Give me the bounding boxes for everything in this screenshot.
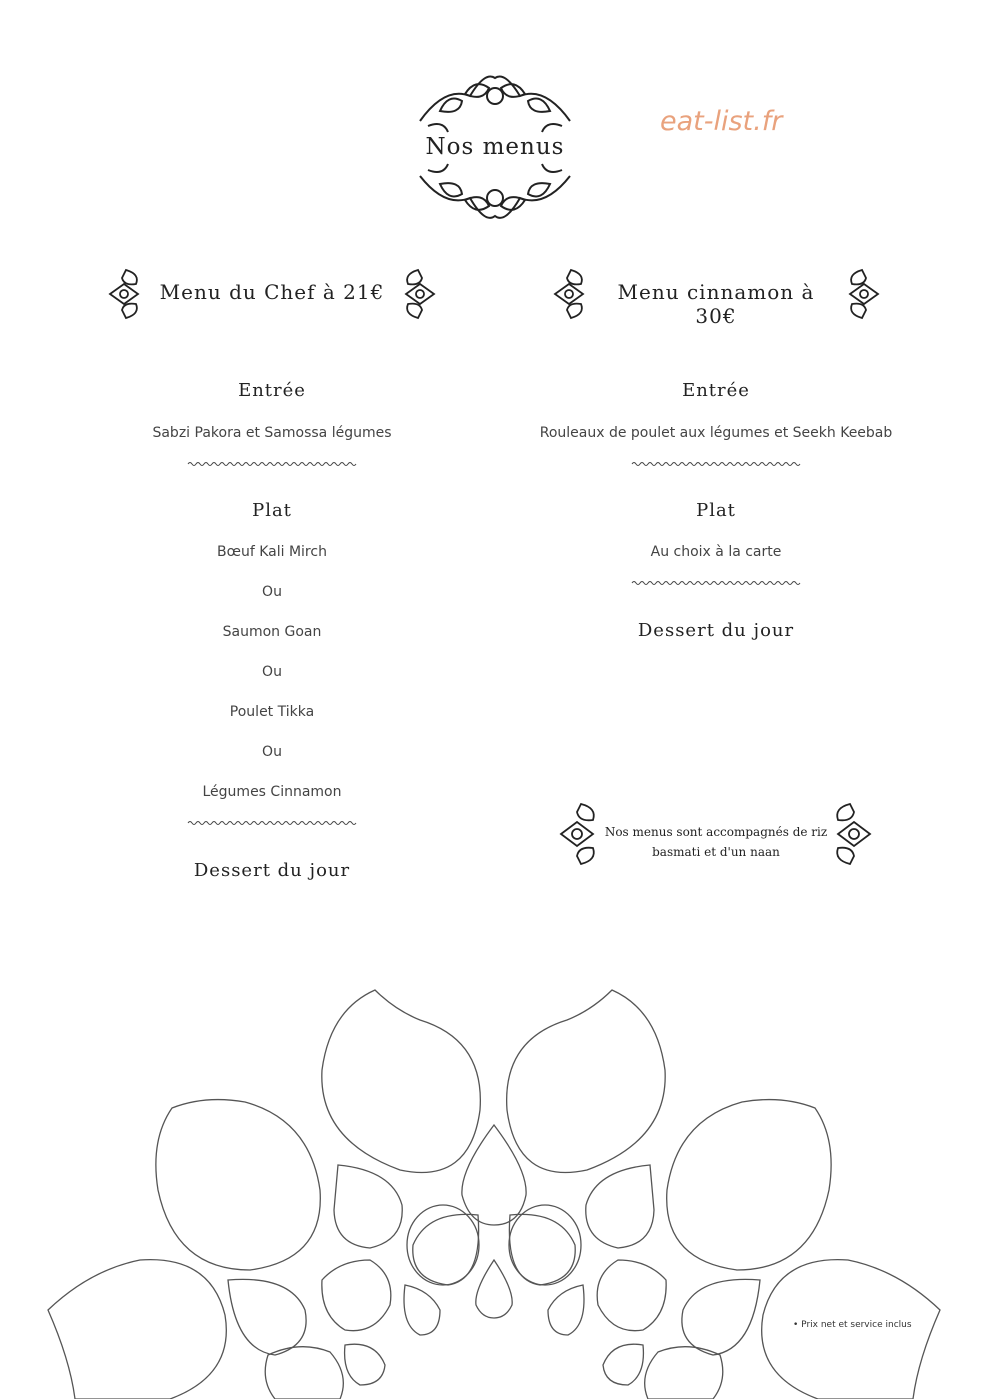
chef-plat-item: Légumes Cinnamon bbox=[202, 784, 342, 800]
chef-plat-heading: Plat bbox=[252, 500, 292, 521]
chef-plat-item: Bœuf Kali Mirch bbox=[217, 544, 327, 560]
chef-dessert-heading: Dessert du jour bbox=[193, 860, 351, 881]
chef-plat-or: Ou bbox=[262, 584, 282, 600]
chef-entree-heading: Entrée bbox=[238, 380, 306, 401]
chef-plat-item: Poulet Tikka bbox=[229, 704, 315, 720]
divider-chef-2 bbox=[188, 820, 356, 826]
cinnamon-entree-heading: Entrée bbox=[682, 380, 750, 401]
divider-cinnamon-2 bbox=[632, 580, 800, 586]
page-title: Nos menus bbox=[425, 134, 565, 160]
divider-chef-1 bbox=[188, 461, 356, 467]
footnote: • Prix net et service inclus bbox=[793, 1320, 912, 1330]
menu-note bbox=[604, 822, 828, 862]
cinnamon-plat-item: Au choix à la carte bbox=[650, 544, 782, 560]
divider-cinnamon-1 bbox=[632, 461, 800, 467]
cinnamon-plat-heading: Plat bbox=[696, 500, 736, 521]
menu-chef-title: Menu du Chef à 21€ bbox=[159, 280, 385, 304]
ornament-left-chef bbox=[106, 266, 146, 322]
chef-plat-or: Ou bbox=[262, 664, 282, 680]
cinnamon-dessert-heading: Dessert du jour bbox=[637, 620, 795, 641]
ornament-right-note bbox=[828, 800, 874, 868]
ornament-right-chef bbox=[398, 266, 438, 322]
mandala-illustration-bottom bbox=[0, 980, 989, 1399]
chef-entree-item: Sabzi Pakora et Samossa légumes bbox=[152, 425, 392, 441]
ornament-right-cinnamon bbox=[842, 266, 882, 322]
watermark-text: eat-list.fr bbox=[660, 106, 783, 137]
menu-note-line1: Nos menus sont accompagnés de riz bbox=[604, 825, 828, 839]
chef-plat-or: Ou bbox=[262, 744, 282, 760]
chef-plat-item: Saumon Goan bbox=[222, 624, 322, 640]
menu-cinnamon-title: Menu cinnamon à 30€ bbox=[617, 280, 815, 328]
ornament-left-cinnamon bbox=[551, 266, 591, 322]
ornament-left-note bbox=[557, 800, 603, 868]
cinnamon-entree-item: Rouleaux de poulet aux légumes et Seekh Keebab bbox=[539, 425, 893, 441]
menu-note-line2: basmati et d'un naan bbox=[652, 845, 780, 859]
